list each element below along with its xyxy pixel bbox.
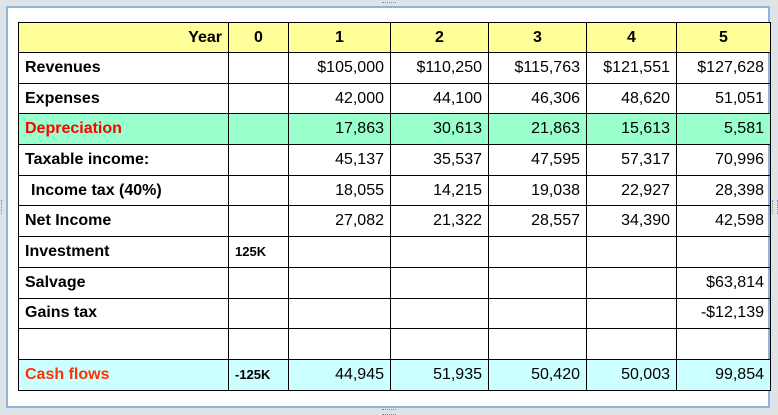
cell <box>229 267 289 298</box>
cell <box>229 53 289 84</box>
year-col-1: 1 <box>289 23 391 53</box>
cell <box>489 267 587 298</box>
cell <box>289 237 391 268</box>
cell <box>229 206 289 237</box>
cell: -$12,139 <box>677 298 771 329</box>
cell <box>391 237 489 268</box>
row-label: Salvage <box>19 267 229 298</box>
cell: 18,055 <box>289 175 391 206</box>
cell: 30,613 <box>391 114 489 145</box>
cell <box>289 298 391 329</box>
header-row <box>19 23 771 53</box>
resize-handle-right[interactable] <box>772 200 778 214</box>
cell <box>489 298 587 329</box>
cell: $105,000 <box>289 53 391 84</box>
cell: 50,003 <box>587 359 677 390</box>
cell: 51,051 <box>677 83 771 114</box>
row-label: Investment <box>19 237 229 268</box>
year-col-2: 2 <box>391 23 489 53</box>
cell: 28,398 <box>677 175 771 206</box>
table-row-gains-tax <box>19 298 771 329</box>
cell: 21,322 <box>391 206 489 237</box>
cell <box>229 298 289 329</box>
cell <box>677 329 771 360</box>
cell <box>229 145 289 176</box>
row-label: Cash flows <box>19 359 229 390</box>
cell: 46,306 <box>489 83 587 114</box>
cell: 45,137 <box>289 145 391 176</box>
table-row-empty <box>19 329 771 360</box>
cell <box>489 237 587 268</box>
cell: 47,595 <box>489 145 587 176</box>
cell: $127,628 <box>677 53 771 84</box>
table-row-income-tax <box>19 175 771 206</box>
row-label: Net Income <box>19 206 229 237</box>
cell: 14,215 <box>391 175 489 206</box>
year-col-3: 3 <box>489 23 587 53</box>
cell: 34,390 <box>587 206 677 237</box>
cell: 27,082 <box>289 206 391 237</box>
table-row-depreciation <box>19 114 771 145</box>
table-row-expenses <box>19 83 771 114</box>
row-label: Expenses <box>19 83 229 114</box>
year-col-4: 4 <box>587 23 677 53</box>
cell: 125K <box>229 237 289 268</box>
cell <box>229 329 289 360</box>
cell: 44,945 <box>289 359 391 390</box>
cell: 42,598 <box>677 206 771 237</box>
row-label <box>19 329 229 360</box>
cell <box>289 267 391 298</box>
table-row-revenues <box>19 53 771 84</box>
row-label: Revenues <box>19 53 229 84</box>
table-row-salvage <box>19 267 771 298</box>
cell: 22,927 <box>587 175 677 206</box>
cell <box>391 267 489 298</box>
cell: 44,100 <box>391 83 489 114</box>
table-row-taxable-income <box>19 145 771 176</box>
row-label: Gains tax <box>19 298 229 329</box>
cell <box>587 329 677 360</box>
cell <box>489 329 587 360</box>
cell: 48,620 <box>587 83 677 114</box>
cell <box>391 298 489 329</box>
cell <box>391 329 489 360</box>
cell <box>229 83 289 114</box>
cell: 28,557 <box>489 206 587 237</box>
table-row-cash-flows <box>19 359 771 390</box>
cell <box>587 237 677 268</box>
cell: 15,613 <box>587 114 677 145</box>
row-label: Taxable income: <box>19 145 229 176</box>
year-col-5: 5 <box>677 23 771 53</box>
cell: -125K <box>229 359 289 390</box>
row-label: Depreciation <box>19 114 229 145</box>
row-label: Income tax (40%) <box>19 175 229 206</box>
cell: 21,863 <box>489 114 587 145</box>
cell: 51,935 <box>391 359 489 390</box>
cell: $115,763 <box>489 53 587 84</box>
cell: 5,581 <box>677 114 771 145</box>
table-row-investment <box>19 237 771 268</box>
table-frame <box>6 6 770 408</box>
cell <box>229 114 289 145</box>
cell: 99,854 <box>677 359 771 390</box>
cell: 57,317 <box>587 145 677 176</box>
cell: 17,863 <box>289 114 391 145</box>
cell: $63,814 <box>677 267 771 298</box>
cell <box>587 298 677 329</box>
cash-flow-table <box>18 22 771 391</box>
cell: $110,250 <box>391 53 489 84</box>
year-header: Year <box>19 23 229 53</box>
resize-handle-bottom[interactable] <box>382 409 396 415</box>
cell: 19,038 <box>489 175 587 206</box>
cell <box>587 267 677 298</box>
cell: 42,000 <box>289 83 391 114</box>
cell <box>677 237 771 268</box>
cell: 50,420 <box>489 359 587 390</box>
cell <box>289 329 391 360</box>
cell <box>229 175 289 206</box>
year-col-0: 0 <box>229 23 289 53</box>
cell: 35,537 <box>391 145 489 176</box>
cell: $121,551 <box>587 53 677 84</box>
cell: 70,996 <box>677 145 771 176</box>
table-row-net-income <box>19 206 771 237</box>
